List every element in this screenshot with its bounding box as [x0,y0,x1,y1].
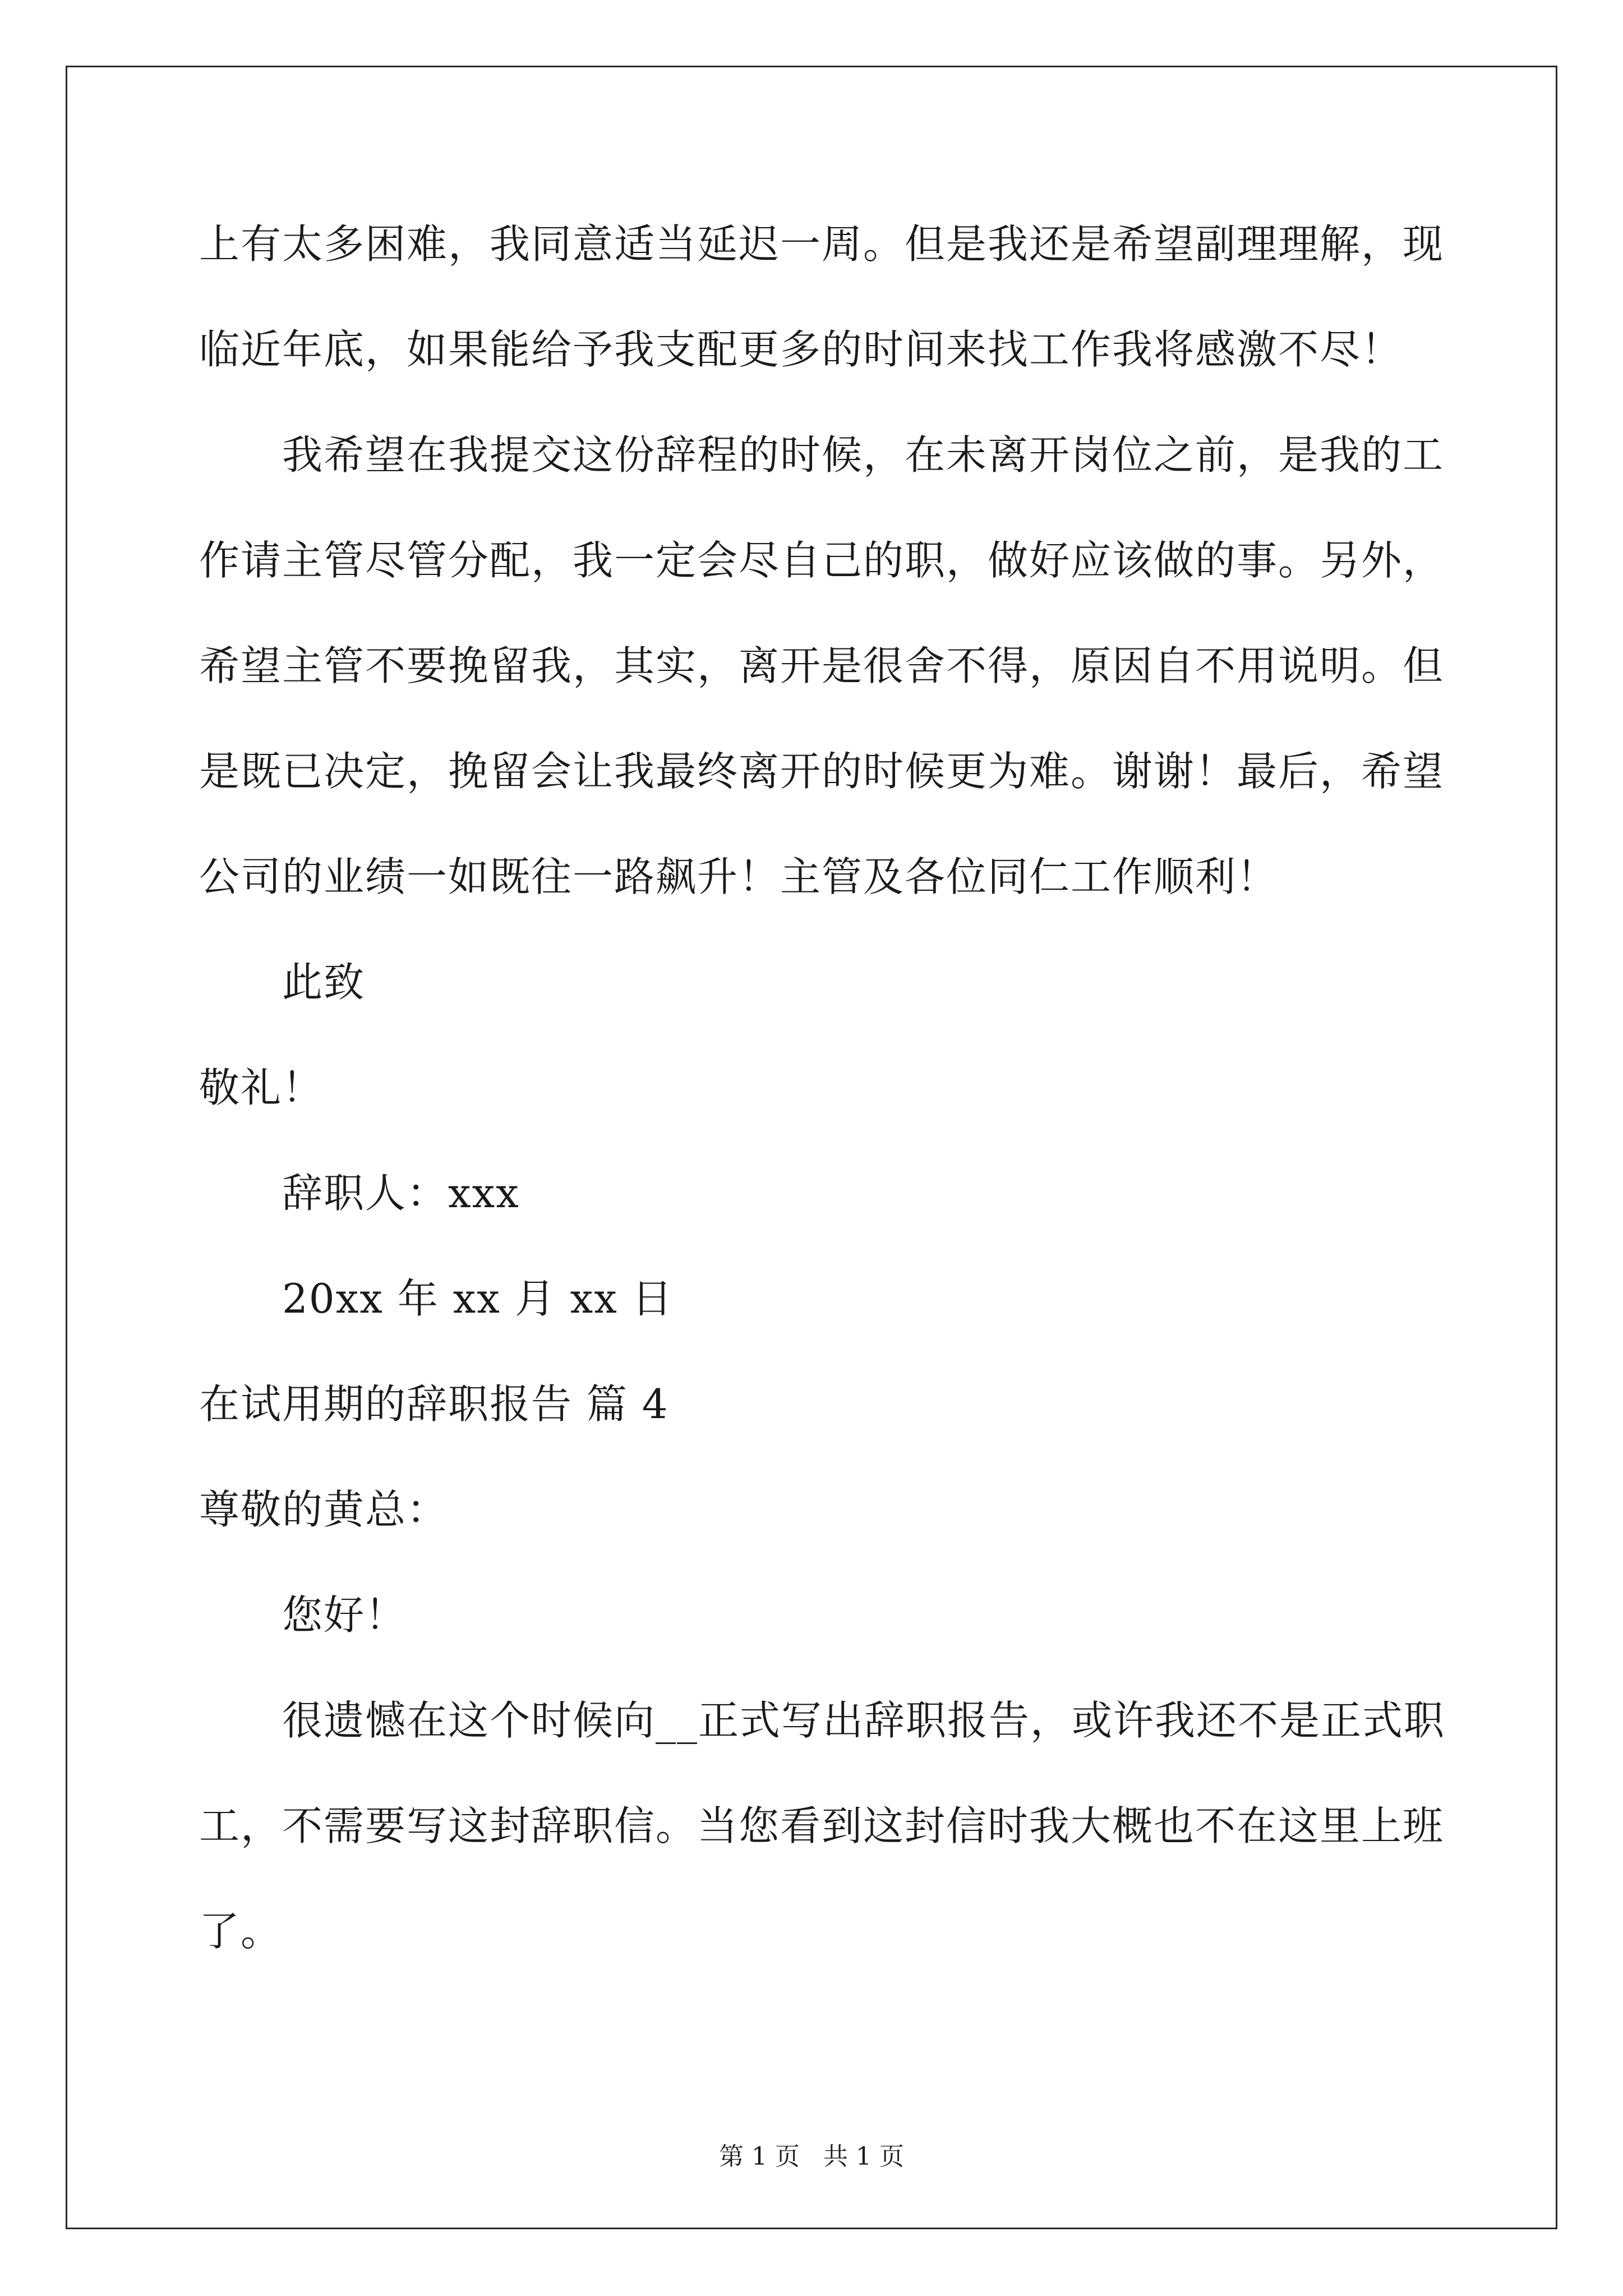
page-number: 第 1 页 [719,2142,800,2171]
paragraph-line: 是既已决定，挽留会让我最终离开的时候更为难。谢谢！最后，希望 [199,748,1445,795]
closing-salutation: 此致 [282,959,366,1006]
paragraph-line: 希望主管不要挽留我，其实，离开是很舍不得，原因自不用说明。但 [199,642,1445,689]
signature-line: 辞职人：xxx [282,1170,520,1217]
page-border [66,66,1557,2229]
page-total: 共 1 页 [823,2142,904,2171]
paragraph-line: 上有太多困难，我同意适当延迟一周。但是我还是希望副理理解，现 [199,220,1445,268]
date-line: 20xx 年 xx 月 xx 日 [282,1275,674,1322]
recipient-greeting: 尊敬的黄总： [199,1486,449,1533]
greeting: 您好！ [282,1591,407,1639]
section-heading: 在试用期的辞职报告 篇 4 [199,1381,669,1428]
paragraph-line: 我希望在我提交这份辞程的时候，在未离开岗位之前，是我的工 [282,431,1445,478]
paragraph-line: 了。 [199,1908,283,1955]
closing-regards: 敬礼！ [199,1064,324,1111]
paragraph-line: 临近年底，如果能给予我支配更多的时间来找工作我将感激不尽！ [199,326,1403,373]
paragraph-line: 作请主管尽管分配，我一定会尽自己的职，做好应该做的事。另外， [199,537,1445,584]
paragraph-line: 很遗憾在这个时候向__正式写出辞职报告，或许我还不是正式职 [282,1697,1446,1744]
paragraph-line: 公司的业绩一如既往一路飙升！主管及各位同仁工作顺利！ [199,853,1279,900]
page-footer [0,2140,1623,2174]
paragraph-line: 工，不需要写这封辞职信。当您看到这封信时我大概也不在这里上班 [199,1802,1445,1849]
